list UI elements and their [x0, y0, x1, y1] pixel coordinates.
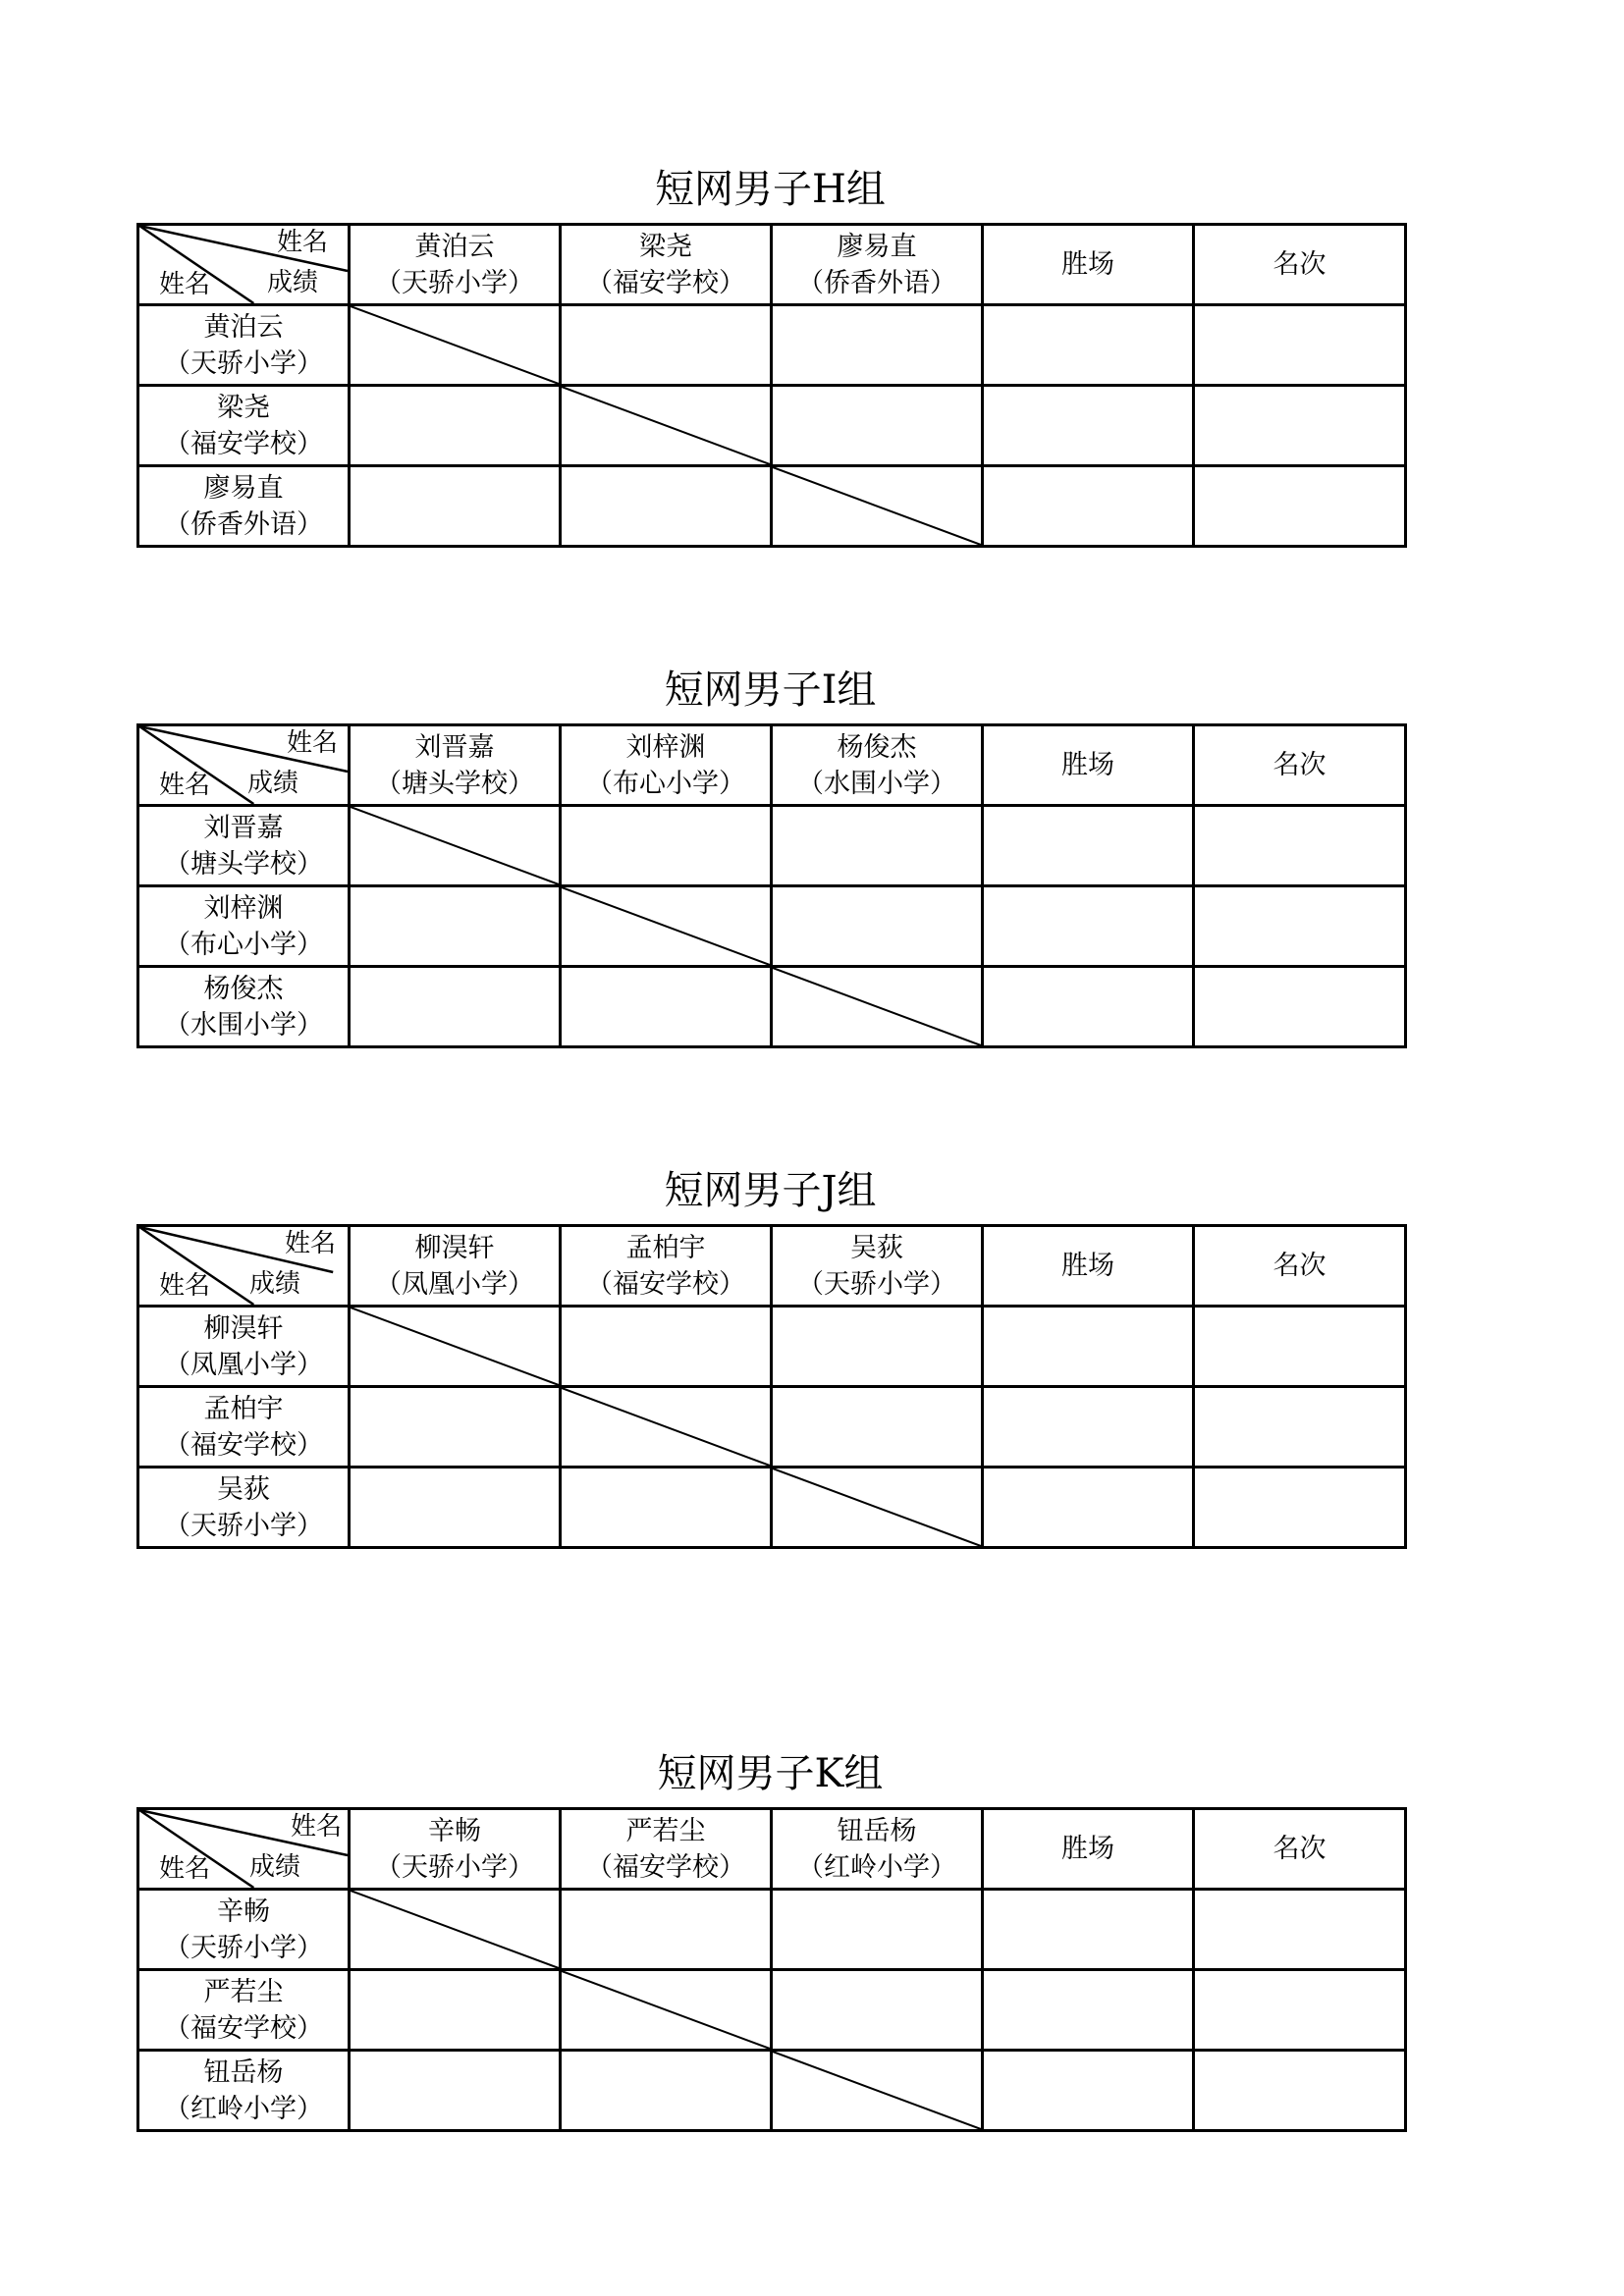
rank-cell[interactable]	[1194, 386, 1406, 466]
player-row	[138, 1307, 1406, 1387]
player-name: 刘晋嘉	[414, 731, 495, 763]
round-robin-table	[136, 223, 1407, 548]
wins-cell[interactable]	[983, 1970, 1194, 2051]
player-name: 柳淏轩	[203, 1312, 284, 1344]
score-cell[interactable]	[772, 1890, 983, 1970]
player-school: （天骄小学）	[164, 1932, 323, 1963]
score-cell[interactable]	[772, 1970, 983, 2051]
player-name: 杨俊杰	[837, 731, 917, 763]
self-match-cell	[350, 1307, 561, 1387]
wins-cell[interactable]	[983, 2051, 1194, 2131]
rank-header: 名次	[1194, 725, 1406, 806]
score-cell[interactable]	[561, 2051, 772, 2131]
score-cell[interactable]	[561, 1307, 772, 1387]
corner-top-label: 姓名	[284, 1229, 336, 1258]
player-row	[138, 1890, 1406, 1970]
corner-top-label: 姓名	[286, 728, 338, 758]
score-cell[interactable]	[561, 1890, 772, 1970]
wins-header: 胜场	[983, 725, 1194, 806]
rank-cell[interactable]	[1194, 806, 1406, 886]
player-row	[138, 2051, 1406, 2131]
self-match-cell	[561, 1387, 772, 1468]
row-player-header	[138, 1307, 350, 1387]
score-cell[interactable]	[772, 305, 983, 386]
column-player-header	[772, 1809, 983, 1890]
score-cell[interactable]	[772, 886, 983, 967]
score-cell[interactable]	[772, 1307, 983, 1387]
player-name: 孟柏宇	[625, 1232, 706, 1263]
column-player-header	[772, 1226, 983, 1307]
player-row	[138, 386, 1406, 466]
player-name: 辛畅	[217, 1896, 270, 1927]
corner-cell	[138, 1226, 350, 1307]
player-name: 梁尧	[217, 392, 270, 423]
column-player-header	[350, 1809, 561, 1890]
column-player-header	[561, 725, 772, 806]
player-school: （福安学校）	[586, 1268, 745, 1300]
player-school: （红岭小学）	[164, 2093, 323, 2124]
column-player-header	[772, 225, 983, 305]
self-match-cell	[772, 466, 983, 547]
corner-top-label: 姓名	[276, 228, 328, 257]
rank-cell[interactable]	[1194, 1307, 1406, 1387]
column-player-header	[561, 1226, 772, 1307]
wins-cell[interactable]	[983, 305, 1194, 386]
player-school: （福安学校）	[164, 428, 323, 459]
header-row	[138, 725, 1406, 806]
column-player-header	[561, 225, 772, 305]
score-cell[interactable]	[561, 967, 772, 1047]
score-cell[interactable]	[561, 806, 772, 886]
row-player-header	[138, 2051, 350, 2131]
wins-cell[interactable]	[983, 1890, 1194, 1970]
score-cell[interactable]	[561, 305, 772, 386]
corner-score-label: 成绩	[246, 769, 298, 798]
player-school: （水围小学）	[797, 768, 956, 799]
player-row	[138, 305, 1406, 386]
wins-cell[interactable]	[983, 886, 1194, 967]
player-row	[138, 967, 1406, 1047]
rank-cell[interactable]	[1194, 2051, 1406, 2131]
player-school: （天骄小学）	[164, 347, 323, 379]
rank-cell[interactable]	[1194, 466, 1406, 547]
row-player-header	[138, 967, 350, 1047]
rank-cell[interactable]	[1194, 967, 1406, 1047]
rank-header: 名次	[1194, 1809, 1406, 1890]
wins-header: 胜场	[983, 1226, 1194, 1307]
player-name: 钮岳杨	[837, 1815, 917, 1846]
rank-cell[interactable]	[1194, 1890, 1406, 1970]
self-match-cell	[772, 967, 983, 1047]
score-cell[interactable]	[561, 466, 772, 547]
self-match-cell	[772, 1468, 983, 1548]
column-player-header	[350, 1226, 561, 1307]
player-name: 梁尧	[639, 231, 692, 262]
player-school: （水围小学）	[164, 1009, 323, 1041]
round-robin-table	[136, 723, 1407, 1048]
header-row	[138, 1226, 1406, 1307]
player-name: 严若尘	[203, 1976, 284, 2007]
column-player-header	[772, 725, 983, 806]
self-match-cell	[350, 806, 561, 886]
score-cell[interactable]	[350, 386, 561, 466]
player-name: 黄泊云	[203, 311, 284, 343]
player-row	[138, 1468, 1406, 1548]
player-school: （天骄小学）	[164, 1510, 323, 1541]
wins-cell[interactable]	[983, 1387, 1194, 1468]
player-name: 黄泊云	[414, 231, 495, 262]
player-school: （布心小学）	[586, 768, 745, 799]
rank-cell[interactable]	[1194, 305, 1406, 386]
self-match-cell	[772, 2051, 983, 2131]
player-school: （侨香外语）	[164, 508, 323, 540]
player-name: 钮岳杨	[203, 2056, 284, 2088]
wins-header: 胜场	[983, 225, 1194, 305]
round-robin-table	[136, 1224, 1407, 1549]
player-name: 吴荻	[850, 1232, 903, 1263]
player-name: 吴荻	[217, 1473, 270, 1505]
player-school: （天骄小学）	[375, 267, 534, 298]
player-row	[138, 1387, 1406, 1468]
score-cell[interactable]	[350, 1468, 561, 1548]
player-school: （福安学校）	[164, 1429, 323, 1461]
wins-cell[interactable]	[983, 386, 1194, 466]
player-name: 严若尘	[625, 1815, 706, 1846]
player-school: （福安学校）	[586, 1851, 745, 1883]
corner-left-label: 姓名	[159, 1854, 211, 1884]
row-player-header	[138, 1890, 350, 1970]
score-cell[interactable]	[350, 967, 561, 1047]
player-row	[138, 886, 1406, 967]
rank-header: 名次	[1194, 225, 1406, 305]
player-school: （塘头学校）	[375, 768, 534, 799]
player-row	[138, 466, 1406, 547]
wins-cell[interactable]	[983, 967, 1194, 1047]
score-cell[interactable]	[772, 1387, 983, 1468]
player-row	[138, 1970, 1406, 2051]
score-cell[interactable]	[350, 2051, 561, 2131]
wins-cell[interactable]	[983, 806, 1194, 886]
player-name: 孟柏宇	[203, 1393, 284, 1424]
player-school: （塘头学校）	[164, 848, 323, 880]
player-name: 柳淏轩	[414, 1232, 495, 1263]
score-cell[interactable]	[350, 1970, 561, 2051]
row-player-header	[138, 1468, 350, 1548]
score-cell[interactable]	[350, 466, 561, 547]
player-name: 刘梓渊	[203, 892, 284, 924]
round-robin-table	[136, 1807, 1407, 2132]
self-match-cell	[561, 386, 772, 466]
header-row	[138, 1809, 1406, 1890]
self-match-cell	[561, 1970, 772, 2051]
wins-header: 胜场	[983, 1809, 1194, 1890]
corner-cell	[138, 225, 350, 305]
player-row	[138, 806, 1406, 886]
wins-cell[interactable]	[983, 466, 1194, 547]
player-school: （天骄小学）	[375, 1851, 534, 1883]
row-player-header	[138, 386, 350, 466]
header-row	[138, 225, 1406, 305]
group-title: 短网男子K组	[657, 1751, 884, 1796]
row-player-header	[138, 1387, 350, 1468]
player-school: （侨香外语）	[797, 267, 956, 298]
rank-header: 名次	[1194, 1226, 1406, 1307]
row-player-header	[138, 466, 350, 547]
corner-cell	[138, 725, 350, 806]
row-player-header	[138, 886, 350, 967]
player-name: 廖易直	[203, 472, 284, 504]
corner-top-label: 姓名	[290, 1812, 342, 1842]
corner-left-label: 姓名	[159, 771, 211, 800]
self-match-cell	[561, 886, 772, 967]
player-school: （红岭小学）	[797, 1851, 956, 1883]
row-player-header	[138, 806, 350, 886]
player-school: （天骄小学）	[797, 1268, 956, 1300]
score-cell[interactable]	[350, 1387, 561, 1468]
column-player-header	[561, 1809, 772, 1890]
score-cell[interactable]	[350, 886, 561, 967]
corner-score-label: 成绩	[266, 268, 318, 297]
corner-left-label: 姓名	[159, 270, 211, 299]
self-match-cell	[350, 305, 561, 386]
corner-score-label: 成绩	[248, 1269, 300, 1299]
corner-score-label: 成绩	[248, 1852, 300, 1882]
wins-cell[interactable]	[983, 1307, 1194, 1387]
corner-cell	[138, 1809, 350, 1890]
score-cell[interactable]	[772, 806, 983, 886]
player-school: （福安学校）	[586, 267, 745, 298]
player-school: （凤凰小学）	[164, 1349, 323, 1380]
group-title: 短网男子H组	[655, 167, 886, 212]
rank-cell[interactable]	[1194, 1468, 1406, 1548]
corner-left-label: 姓名	[159, 1271, 211, 1301]
player-name: 杨俊杰	[203, 973, 284, 1004]
player-school: （凤凰小学）	[375, 1268, 534, 1300]
group-title: 短网男子J组	[664, 1168, 877, 1213]
rank-cell[interactable]	[1194, 886, 1406, 967]
player-school: （福安学校）	[164, 2012, 323, 2044]
player-name: 刘梓渊	[625, 731, 706, 763]
column-player-header	[350, 225, 561, 305]
wins-cell[interactable]	[983, 1468, 1194, 1548]
group-title: 短网男子I组	[664, 667, 877, 713]
column-player-header	[350, 725, 561, 806]
row-player-header	[138, 1970, 350, 2051]
player-name: 刘晋嘉	[203, 812, 284, 843]
player-school: （布心小学）	[164, 929, 323, 960]
player-name: 辛畅	[428, 1815, 481, 1846]
self-match-cell	[350, 1890, 561, 1970]
rank-cell[interactable]	[1194, 1970, 1406, 2051]
score-cell[interactable]	[772, 386, 983, 466]
player-name: 廖易直	[837, 231, 917, 262]
rank-cell[interactable]	[1194, 1387, 1406, 1468]
score-cell[interactable]	[561, 1468, 772, 1548]
row-player-header	[138, 305, 350, 386]
